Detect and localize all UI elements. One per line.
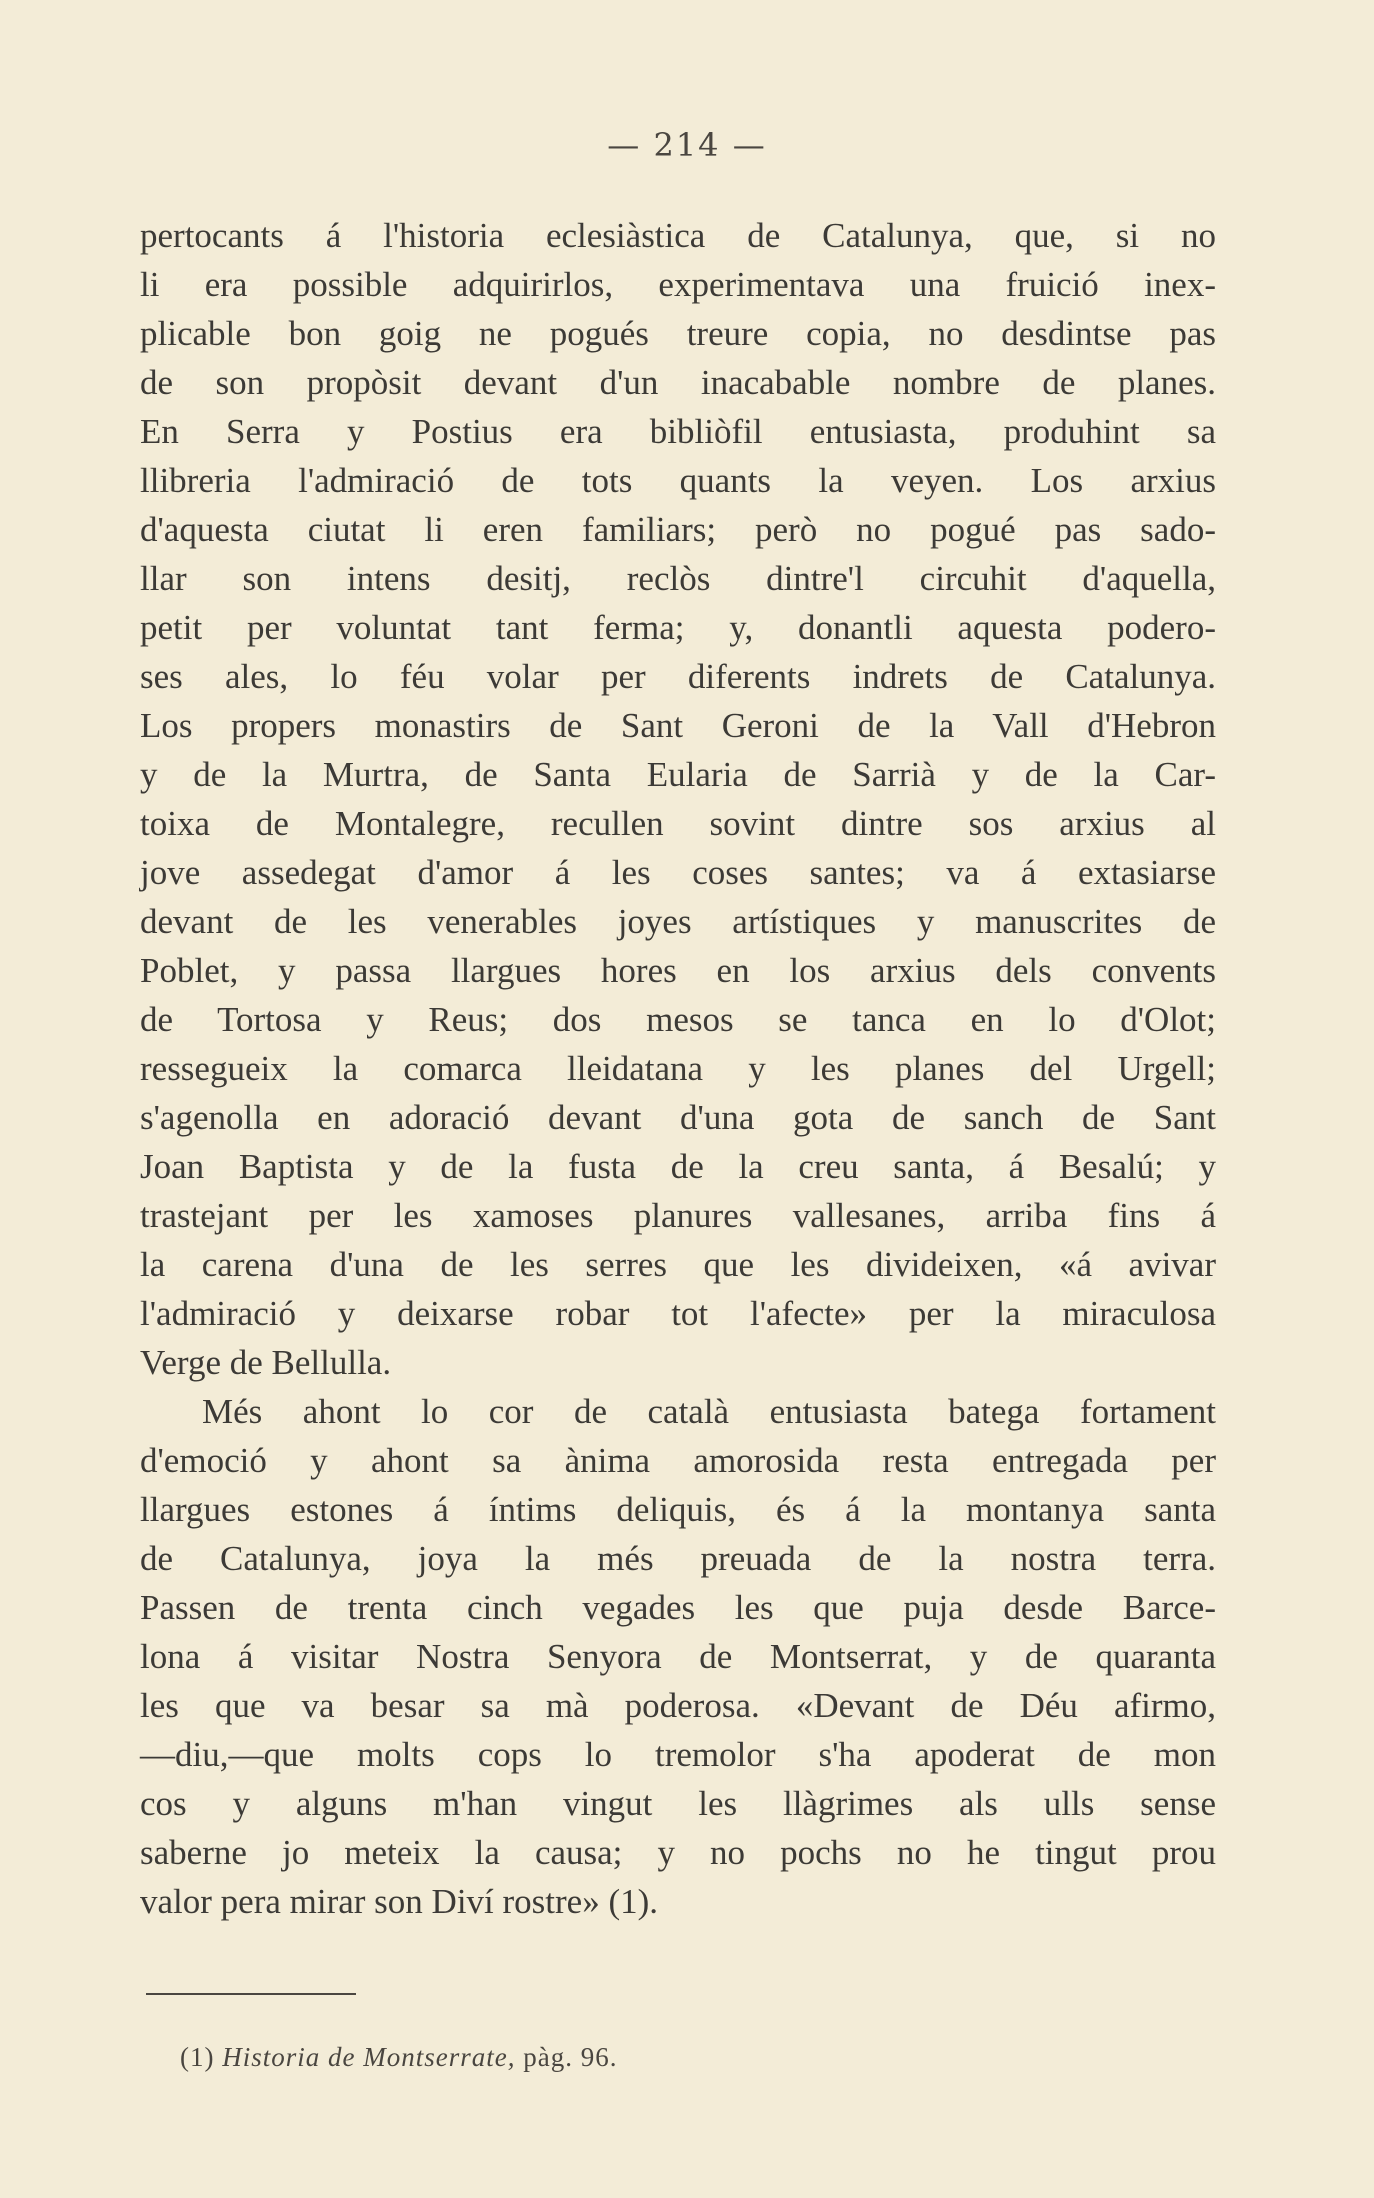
- text-line: Poblet, y passa llargues hores en los arxius dels convents: [140, 951, 1216, 990]
- text-line: Joan Baptista y de la fusta de la creu santa, á Besalú; y: [140, 1147, 1216, 1186]
- text-line: les que va besar sa mà poderosa. «Devant de Déu afirmo,: [140, 1686, 1216, 1725]
- text-line: l'admiració y deixarse robar tot l'afecte» per la miraculosa: [140, 1294, 1216, 1333]
- page-number: — 214 —: [607, 126, 767, 164]
- text-line: Los propers monastirs de Sant Geroni de la Vall d'Hebron: [140, 706, 1216, 745]
- text-line: li era possible adquirirlos, experimentava una fruició inex-: [140, 265, 1216, 304]
- text-line: d'aquesta ciutat li eren familiars; però no pogué pas sado-: [140, 510, 1216, 549]
- footnote-page-ref: pàg. 96.: [523, 2042, 618, 2072]
- text-line: llibreria l'admiració de tots quants la veyen. Los arxius: [140, 461, 1216, 500]
- text-line: llargues estones á íntims deliquis, és á la montanya santa: [140, 1490, 1216, 1529]
- text-line: lona á visitar Nostra Senyora de Montserrat, y de quaranta: [140, 1637, 1216, 1676]
- text-line: d'emoció y ahont sa ànima amorosida resta entregada per: [140, 1441, 1216, 1480]
- text-line: trastejant per les xamoses planures vallesanes, arriba fins á: [140, 1196, 1216, 1235]
- text-line: Passen de trenta cinch vegades les que puja desde Barce-: [140, 1588, 1216, 1627]
- text-line: saberne jo meteix la causa; y no pochs no he tingut prou: [140, 1833, 1216, 1872]
- body-text: [140, 211, 1216, 1926]
- paragraph-first-line: Més ahont lo cor de català entusiasta batega fortament: [202, 1392, 1216, 1431]
- text-line: de Catalunya, joya la més preuada de la nostra terra.: [140, 1539, 1216, 1578]
- text-line: cos y alguns m'han vingut les llàgrimes als ulls sense: [140, 1784, 1216, 1823]
- text-line: pertocants á l'historia eclesiàstica de Catalunya, que, si no: [140, 216, 1216, 255]
- text-line: de Tortosa y Reus; dos mesos se tanca en lo d'Olot;: [140, 1000, 1216, 1039]
- footnote-title: Historia de Montserrate,: [222, 2042, 516, 2072]
- footnote: [180, 2042, 617, 2073]
- text-line: de son propòsit devant d'un inacabable nombre de planes.: [140, 363, 1216, 402]
- text-line: ses ales, lo féu volar per diferents indrets de Catalunya.: [140, 657, 1216, 696]
- text-line: ressegueix la comarca lleidatana y les planes del Urgell;: [140, 1049, 1216, 1088]
- text-line: y de la Murtra, de Santa Eularia de Sarrià y de la Car-: [140, 755, 1216, 794]
- footnote-marker: (1): [180, 2042, 215, 2072]
- footnote-divider: [146, 1993, 356, 1995]
- text-line: toixa de Montalegre, recullen sovint dintre sos arxius al: [140, 804, 1216, 843]
- text-line: s'agenolla en adoració devant d'una gota de sanch de Sant: [140, 1098, 1216, 1137]
- text-line: En Serra y Postius era bibliòfil entusiasta, produhint sa: [140, 412, 1216, 451]
- text-line: jove assedegat d'amor á les coses santes; va á extasiarse: [140, 853, 1216, 892]
- text-line: plicable bon goig ne pogués treure copia, no desdintse pas: [140, 314, 1216, 353]
- text-line: petit per voluntat tant ferma; y, donantli aquesta podero-: [140, 608, 1216, 647]
- text-line: la carena d'una de les serres que les divideixen, «á avivar: [140, 1245, 1216, 1284]
- text-line: —diu,—que molts cops lo tremolor s'ha apoderat de mon: [140, 1735, 1216, 1774]
- text-line: devant de les venerables joyes artístiques y manuscrites de: [140, 902, 1216, 941]
- paragraph-last-line: valor pera mirar son Diví rostre» (1).: [140, 1882, 659, 1921]
- paragraph-last-line: Verge de Bellulla.: [140, 1343, 392, 1382]
- text-line: llar son intens desitj, reclòs dintre'l circuhit d'aquella,: [140, 559, 1216, 598]
